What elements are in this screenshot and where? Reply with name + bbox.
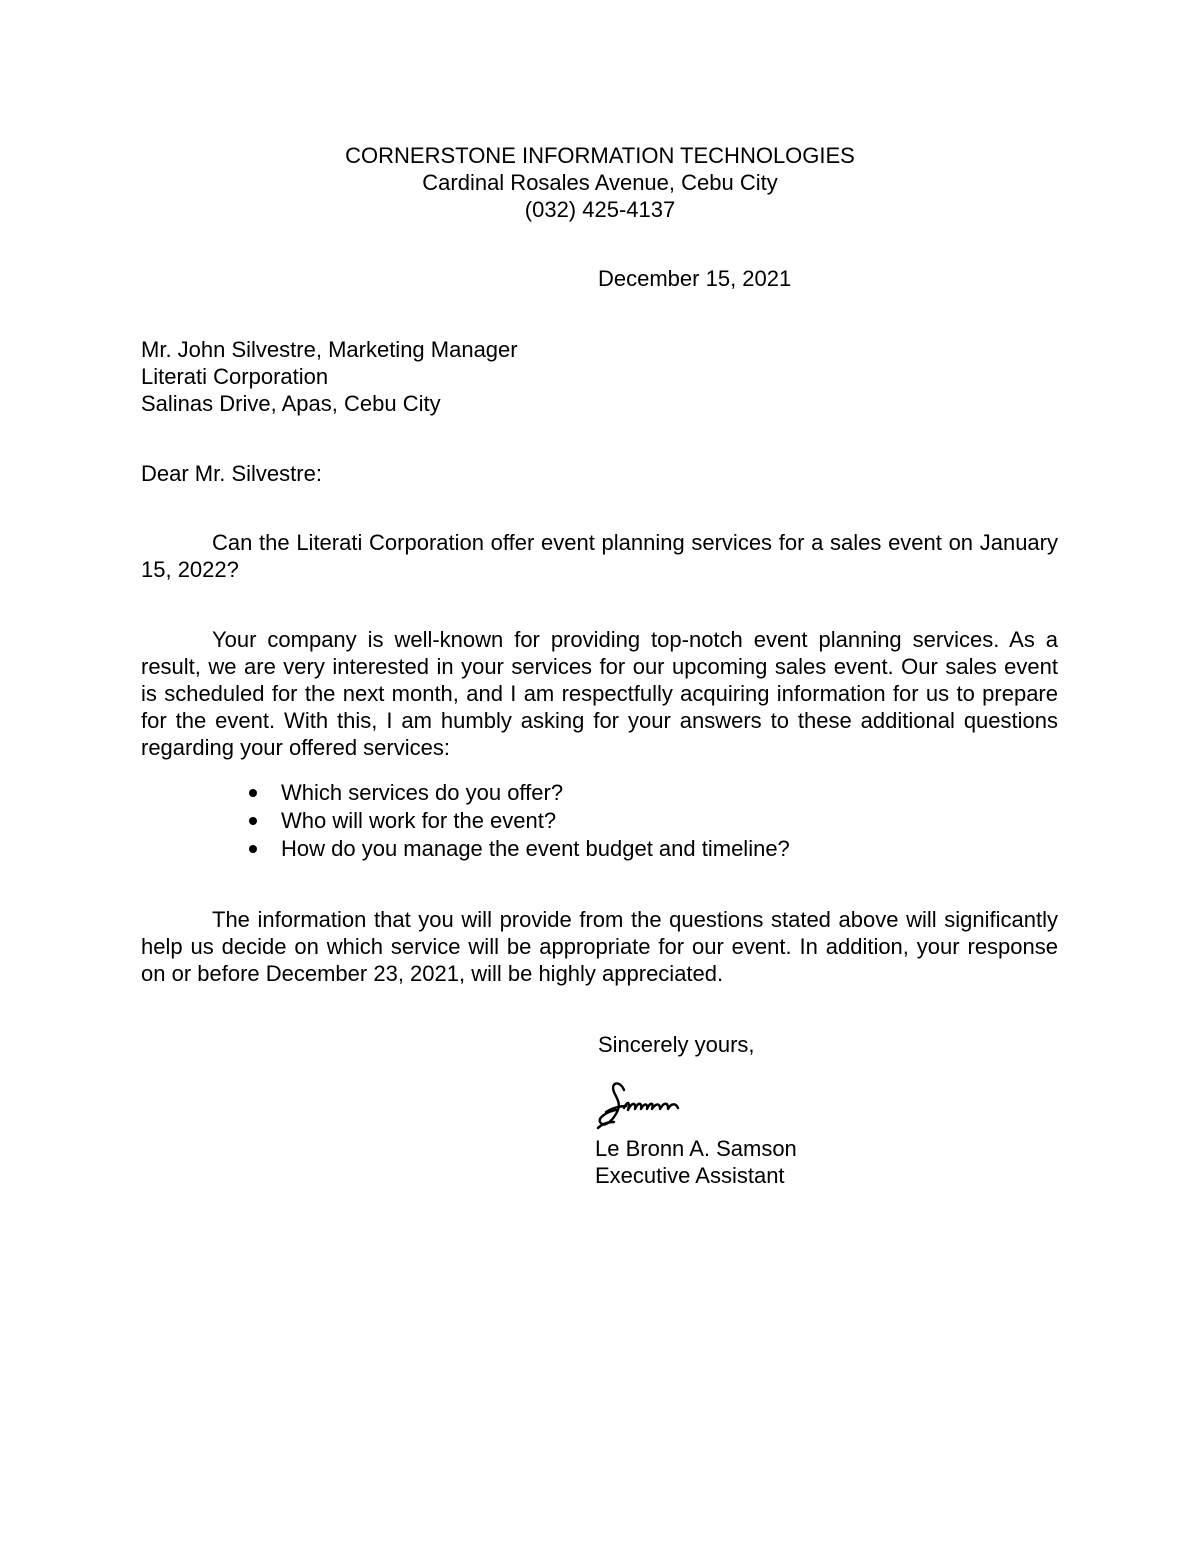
signer-block [595,1135,797,1189]
salutation: Dear Mr. Silvestre: [141,461,322,486]
question-text: Which services do you offer? [281,780,564,805]
company-address: Cardinal Rosales Avenue, Cebu City [422,170,778,195]
company-phone: (032) 425-4137 [524,197,676,222]
letterhead [0,142,1200,223]
recipient-address: Salinas Drive, Apas, Cebu City [141,391,441,416]
signer-title: Executive Assistant [595,1163,785,1188]
recipient-name-title: Mr. John Silvestre, Marketing Manager [141,337,518,362]
questions-list [246,779,790,863]
list-item [246,807,790,835]
letter-date: December 15, 2021 [598,266,792,291]
question-text: How do you manage the event budget and timeline? [281,836,790,861]
body-paragraph-3: The information that you will provide from the questions stated above will significantly help us decide on which service will be appropriate for our event. In addition, your response on or before December 23, 2021, will be highly appreciated. [141,907,1058,986]
recipient-company: Literati Corporation [141,364,329,389]
inside-address [141,336,518,417]
company-name: CORNERSTONE INFORMATION TECHNOLOGIES [345,143,855,168]
bullet-icon [249,817,257,825]
bullet-icon [249,845,257,853]
list-item [246,835,790,863]
body-paragraph-1: Can the Literati Corporation offer event planning services for a sales event on January 15, 2022? [141,530,1058,582]
complimentary-close: Sincerely yours, [598,1032,755,1057]
body-paragraph-2: Your company is well-known for providing top-notch event planning services. As a result, we are very interested in your services for our upcoming sales event. Our sales event is scheduled for the next month, and I am respectfully acquiring information for us to prepare for the event. With this, I am humbly asking for your answers to these additional questions regarding your offered services: [141,627,1058,760]
signer-name: Le Bronn A. Samson [595,1136,797,1161]
signature-image [594,1072,694,1138]
bullet-icon [249,789,257,797]
question-text: Who will work for the event? [281,808,557,833]
list-item [246,779,790,807]
